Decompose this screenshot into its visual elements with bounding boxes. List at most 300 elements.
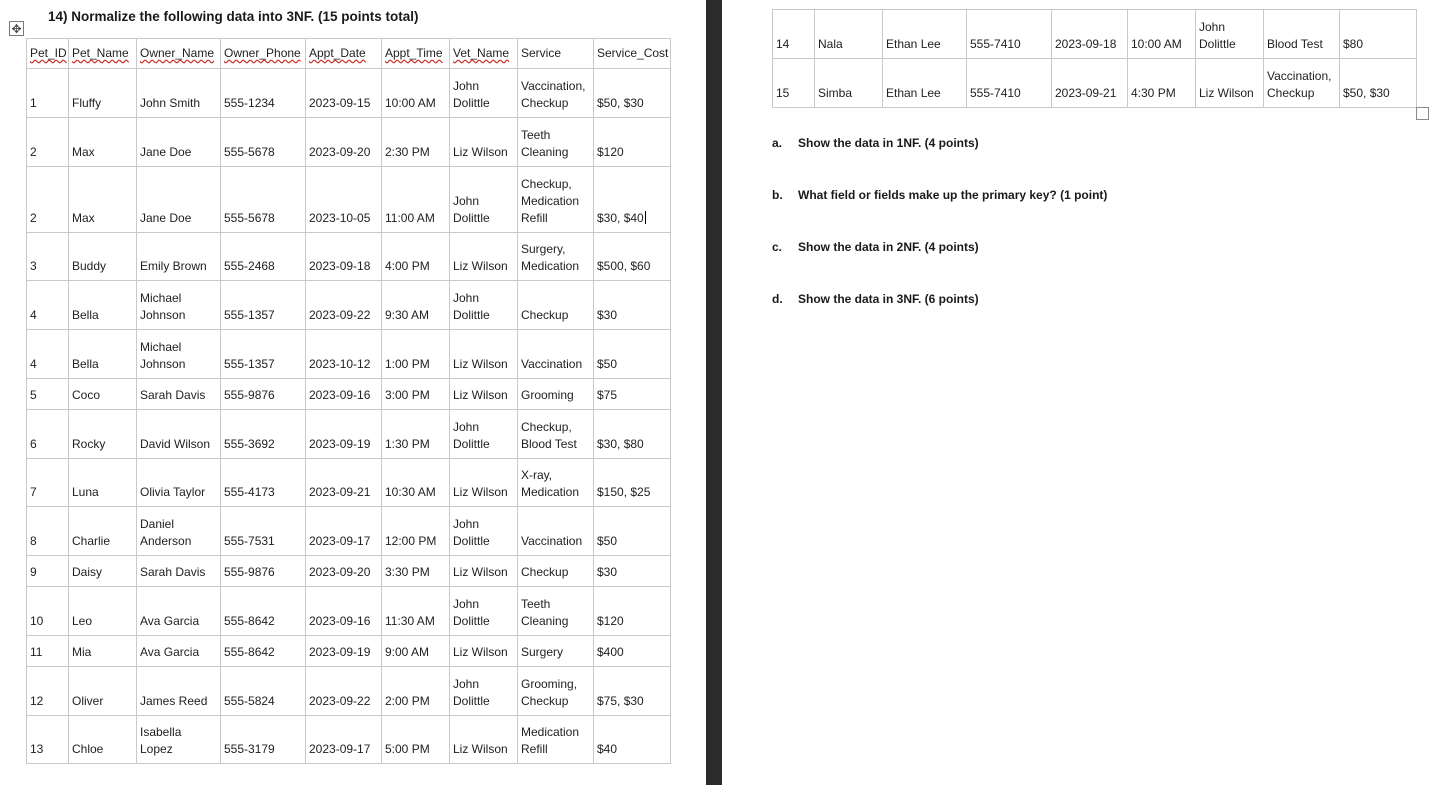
cell-text: Ethan Lee bbox=[886, 86, 941, 100]
cell-text: Olivia Taylor bbox=[140, 485, 206, 499]
cell-text: Medication bbox=[521, 259, 580, 273]
table-row bbox=[27, 233, 671, 281]
cell-appt-date[interactable] bbox=[1052, 10, 1128, 59]
cell-text: Jane Doe bbox=[140, 145, 192, 159]
cell-vet-name[interactable] bbox=[450, 410, 518, 459]
cell-text: Max bbox=[72, 211, 95, 225]
cell-text: 12:00 PM bbox=[385, 534, 437, 548]
cell-pet-name[interactable] bbox=[69, 556, 137, 587]
cell-text: David Wilson bbox=[140, 437, 211, 451]
cell-appt-time[interactable] bbox=[382, 587, 450, 636]
cell-owner-phone[interactable] bbox=[221, 459, 306, 507]
cell-text: $75, $30 bbox=[597, 694, 644, 708]
cell-text: $150, $25 bbox=[597, 485, 651, 499]
cell-text: $50, $30 bbox=[597, 96, 644, 110]
cell-owner-phone[interactable] bbox=[221, 281, 306, 330]
cell-text: 8 bbox=[30, 534, 37, 548]
cell-vet-name[interactable] bbox=[450, 281, 518, 330]
cell-owner-name[interactable] bbox=[137, 556, 221, 587]
subquestion-letter: c. bbox=[772, 240, 783, 254]
cell-service-cost[interactable] bbox=[594, 69, 671, 118]
cell-pet-id[interactable] bbox=[27, 459, 69, 507]
cell-text: 2023-09-20 bbox=[309, 565, 371, 579]
cell-service[interactable] bbox=[518, 459, 594, 507]
cell-text: Max bbox=[72, 145, 95, 159]
cell-text: $40 bbox=[597, 742, 618, 756]
cell-owner-name[interactable] bbox=[137, 118, 221, 167]
cell-appt-time[interactable] bbox=[382, 379, 450, 410]
cell-owner-name[interactable] bbox=[137, 667, 221, 716]
cell-owner-phone[interactable] bbox=[221, 379, 306, 410]
cell-text: Vaccination, bbox=[521, 79, 586, 93]
cell-text: 15 bbox=[776, 86, 790, 100]
cell-service-cost[interactable] bbox=[594, 636, 671, 667]
data-table-continued[interactable] bbox=[772, 9, 1417, 108]
cell-text: Dolittle bbox=[453, 534, 490, 548]
cell-text: Checkup bbox=[521, 694, 569, 708]
cell-text: Grooming bbox=[521, 388, 574, 402]
cell-pet-id[interactable] bbox=[773, 10, 815, 59]
cell-text: Bella bbox=[72, 357, 99, 371]
cell-appt-time[interactable] bbox=[382, 281, 450, 330]
cell-text: Sarah Davis bbox=[140, 565, 206, 579]
table-row bbox=[27, 716, 671, 764]
cell-text: 12 bbox=[30, 694, 44, 708]
cell-text: $120 bbox=[597, 614, 624, 628]
cell-appt-date[interactable] bbox=[306, 330, 382, 379]
cell-text: Dolittle bbox=[453, 308, 490, 322]
cell-owner-name[interactable] bbox=[883, 10, 967, 59]
cell-pet-name[interactable] bbox=[69, 167, 137, 233]
cell-text: Checkup, bbox=[521, 177, 572, 191]
cell-pet-name[interactable] bbox=[815, 59, 883, 108]
cell-service[interactable] bbox=[1264, 10, 1340, 59]
document-page-right[interactable] bbox=[722, 0, 1440, 785]
cell-owner-phone[interactable] bbox=[967, 59, 1052, 108]
cell-service[interactable] bbox=[518, 167, 594, 233]
cell-owner-phone[interactable] bbox=[221, 587, 306, 636]
cell-text: Teeth bbox=[521, 597, 551, 611]
cell-appt-date[interactable] bbox=[306, 233, 382, 281]
cell-service[interactable] bbox=[518, 716, 594, 764]
cell-text: Vaccination, bbox=[1267, 69, 1332, 83]
cell-pet-name[interactable] bbox=[69, 233, 137, 281]
cell-text: Oliver bbox=[72, 694, 104, 708]
cell-pet-id[interactable] bbox=[27, 410, 69, 459]
cell-owner-name[interactable] bbox=[137, 379, 221, 410]
cell-text: Liz Wilson bbox=[1199, 86, 1254, 100]
cell-text: 2023-09-19 bbox=[309, 437, 371, 451]
cell-appt-date[interactable] bbox=[306, 69, 382, 118]
cell-vet-name[interactable] bbox=[450, 667, 518, 716]
subquestion-d bbox=[772, 292, 979, 306]
cell-owner-name[interactable] bbox=[137, 716, 221, 764]
cell-vet-name[interactable] bbox=[450, 379, 518, 410]
cell-pet-name[interactable] bbox=[69, 281, 137, 330]
cell-service-cost[interactable] bbox=[594, 410, 671, 459]
cell-text: 555-7531 bbox=[224, 534, 275, 548]
header-owner-name[interactable]: Owner_Name bbox=[137, 39, 221, 69]
cell-service[interactable] bbox=[518, 636, 594, 667]
cell-owner-name[interactable] bbox=[137, 587, 221, 636]
cell-text: $30, $80 bbox=[597, 437, 644, 451]
cell-text: John bbox=[1199, 20, 1226, 34]
document-page-left[interactable] bbox=[0, 0, 706, 785]
cell-vet-name[interactable] bbox=[450, 459, 518, 507]
cell-text: 2023-09-18 bbox=[1055, 37, 1117, 51]
cell-text: John bbox=[453, 597, 480, 611]
cell-pet-name[interactable] bbox=[69, 330, 137, 379]
cell-text: Checkup bbox=[521, 308, 569, 322]
cell-pet-name[interactable] bbox=[69, 118, 137, 167]
cell-owner-phone[interactable] bbox=[221, 410, 306, 459]
cell-owner-name[interactable] bbox=[137, 459, 221, 507]
cell-text: 7 bbox=[30, 485, 37, 499]
cell-text: $50, $30 bbox=[1343, 86, 1390, 100]
cell-text: 555-3179 bbox=[224, 742, 275, 756]
cell-text: Liz Wilson bbox=[453, 645, 508, 659]
cell-pet-id[interactable] bbox=[27, 167, 69, 233]
cell-text: 9:00 AM bbox=[385, 645, 430, 659]
cell-vet-name[interactable] bbox=[1196, 59, 1264, 108]
cell-text: 555-3692 bbox=[224, 437, 275, 451]
cell-text: Sarah Davis bbox=[140, 388, 206, 402]
cell-vet-name[interactable] bbox=[450, 716, 518, 764]
text-cursor bbox=[645, 211, 646, 224]
header-owner-phone[interactable]: Owner_Phone bbox=[221, 39, 306, 69]
cell-text: Isabella Lopez bbox=[140, 725, 182, 756]
cell-text: $75 bbox=[597, 388, 618, 402]
cell-owner-phone[interactable] bbox=[221, 667, 306, 716]
cell-pet-name[interactable] bbox=[69, 379, 137, 410]
cell-text: 4:30 PM bbox=[1131, 86, 1176, 100]
header-service[interactable]: Service bbox=[518, 39, 594, 69]
cell-service-cost[interactable] bbox=[594, 556, 671, 587]
cell-text: Checkup bbox=[521, 96, 569, 110]
cell-pet-name[interactable] bbox=[69, 667, 137, 716]
cell-text: 2:30 PM bbox=[385, 145, 430, 159]
cell-service-cost[interactable] bbox=[594, 330, 671, 379]
cell-text: 555-5824 bbox=[224, 694, 275, 708]
cell-pet-id[interactable] bbox=[27, 233, 69, 281]
cell-appt-date[interactable] bbox=[306, 379, 382, 410]
table-row bbox=[27, 167, 671, 233]
cell-text: Refill bbox=[521, 742, 548, 756]
cell-text: Dolittle bbox=[453, 437, 490, 451]
cell-service[interactable] bbox=[518, 379, 594, 410]
cell-text: Liz Wilson bbox=[453, 357, 508, 371]
cell-text: Nala bbox=[818, 37, 843, 51]
cell-text: 555-1357 bbox=[224, 357, 275, 371]
cell-appt-time[interactable] bbox=[382, 667, 450, 716]
cell-appt-date[interactable] bbox=[306, 410, 382, 459]
header-service-cost[interactable]: Service_Cost bbox=[594, 39, 671, 69]
table-resize-handle-icon[interactable] bbox=[1416, 107, 1429, 120]
cell-vet-name[interactable] bbox=[450, 330, 518, 379]
cell-vet-name[interactable] bbox=[450, 69, 518, 118]
cell-service[interactable] bbox=[518, 118, 594, 167]
cell-service-cost[interactable] bbox=[594, 507, 671, 556]
cell-pet-id[interactable] bbox=[773, 59, 815, 108]
header-pet-id[interactable]: Pet_ID bbox=[27, 39, 69, 69]
cell-text: 555-9876 bbox=[224, 565, 275, 579]
cell-text: 1 bbox=[30, 96, 37, 110]
cell-pet-id[interactable] bbox=[27, 556, 69, 587]
cell-text: 14 bbox=[776, 37, 790, 51]
table-row bbox=[27, 459, 671, 507]
cell-text: 6 bbox=[30, 437, 37, 451]
cell-text: Medication bbox=[521, 725, 580, 739]
cell-appt-time[interactable] bbox=[382, 233, 450, 281]
cell-text: $50 bbox=[597, 357, 618, 371]
cell-text: John bbox=[453, 194, 480, 208]
cell-owner-phone[interactable] bbox=[221, 716, 306, 764]
cell-owner-name[interactable] bbox=[137, 636, 221, 667]
cell-vet-name[interactable] bbox=[450, 167, 518, 233]
table-row bbox=[27, 587, 671, 636]
cell-pet-name[interactable] bbox=[69, 716, 137, 764]
cell-appt-time[interactable] bbox=[382, 507, 450, 556]
cell-text: Blood Test bbox=[1267, 37, 1323, 51]
cell-appt-time[interactable] bbox=[382, 167, 450, 233]
cell-owner-name[interactable] bbox=[137, 69, 221, 118]
cell-text: Johnson bbox=[140, 308, 186, 322]
cell-text: $400 bbox=[597, 645, 624, 659]
table-row bbox=[27, 507, 671, 556]
cell-owner-phone[interactable] bbox=[221, 330, 306, 379]
cell-text: Liz Wilson bbox=[453, 485, 508, 499]
cell-service-cost[interactable] bbox=[594, 716, 671, 764]
table-row bbox=[27, 69, 671, 118]
cell-owner-phone[interactable] bbox=[221, 233, 306, 281]
cell-service[interactable] bbox=[518, 507, 594, 556]
cell-text: Coco bbox=[72, 388, 101, 402]
cell-vet-name[interactable] bbox=[450, 118, 518, 167]
cell-pet-id[interactable] bbox=[27, 281, 69, 330]
cell-text: 2023-09-15 bbox=[309, 96, 371, 110]
cell-appt-time[interactable] bbox=[382, 459, 450, 507]
cell-text: Dolittle bbox=[453, 614, 490, 628]
cell-appt-date[interactable] bbox=[306, 167, 382, 233]
header-pet-name[interactable]: Pet_Name bbox=[69, 39, 137, 69]
cell-text: Vaccination bbox=[521, 534, 583, 548]
cell-owner-name[interactable] bbox=[137, 410, 221, 459]
cell-text: Fluffy bbox=[72, 96, 102, 110]
cell-owner-name[interactable] bbox=[137, 330, 221, 379]
cell-appt-time[interactable] bbox=[382, 636, 450, 667]
cell-appt-date[interactable] bbox=[306, 667, 382, 716]
cell-service[interactable] bbox=[518, 556, 594, 587]
cell-appt-date[interactable] bbox=[306, 118, 382, 167]
cell-service-cost[interactable] bbox=[594, 379, 671, 410]
cell-service[interactable] bbox=[518, 667, 594, 716]
cell-service-cost[interactable] bbox=[594, 118, 671, 167]
cell-pet-id[interactable] bbox=[27, 69, 69, 118]
cell-appt-date[interactable] bbox=[306, 636, 382, 667]
page-gutter bbox=[706, 0, 722, 785]
cell-text: 13 bbox=[30, 742, 44, 756]
cell-pet-name[interactable] bbox=[815, 10, 883, 59]
cell-service-cost[interactable] bbox=[1340, 10, 1417, 59]
cell-service-cost[interactable] bbox=[594, 667, 671, 716]
cell-text: $50 bbox=[597, 534, 618, 548]
cell-pet-id[interactable] bbox=[27, 716, 69, 764]
cell-owner-phone[interactable] bbox=[221, 636, 306, 667]
table-row bbox=[27, 379, 671, 410]
header-row bbox=[27, 39, 671, 69]
data-table[interactable] bbox=[26, 38, 671, 764]
cell-pet-name[interactable] bbox=[69, 507, 137, 556]
cell-text: Anderson bbox=[140, 534, 192, 548]
cell-appt-date[interactable] bbox=[306, 459, 382, 507]
cell-text: 10 bbox=[30, 614, 44, 628]
cell-owner-name[interactable] bbox=[137, 281, 221, 330]
cell-pet-id[interactable] bbox=[27, 636, 69, 667]
cell-service-cost[interactable] bbox=[594, 459, 671, 507]
cell-pet-id[interactable] bbox=[27, 330, 69, 379]
cell-owner-name[interactable] bbox=[883, 59, 967, 108]
cell-text: Luna bbox=[72, 485, 99, 499]
header-appt-time[interactable]: Appt_Time bbox=[382, 39, 450, 69]
cell-appt-date[interactable] bbox=[306, 556, 382, 587]
cell-text: 555-1357 bbox=[224, 308, 275, 322]
cell-text: 1:00 PM bbox=[385, 357, 430, 371]
cell-owner-phone[interactable] bbox=[221, 507, 306, 556]
cell-pet-name[interactable] bbox=[69, 636, 137, 667]
subquestion-letter: b. bbox=[772, 188, 783, 202]
cell-text: Buddy bbox=[72, 259, 107, 273]
cell-owner-phone[interactable] bbox=[221, 556, 306, 587]
cell-appt-time[interactable] bbox=[382, 330, 450, 379]
cell-pet-id[interactable] bbox=[27, 379, 69, 410]
cell-text: John bbox=[453, 677, 480, 691]
cell-vet-name[interactable] bbox=[450, 233, 518, 281]
cell-service[interactable] bbox=[518, 281, 594, 330]
cell-service-cost[interactable] bbox=[594, 167, 671, 233]
subquestion-b bbox=[772, 188, 1107, 202]
table-row bbox=[27, 636, 671, 667]
table-move-handle-icon[interactable]: ✥ bbox=[9, 21, 24, 36]
cell-text: $120 bbox=[597, 145, 624, 159]
cell-pet-name[interactable] bbox=[69, 459, 137, 507]
cell-appt-date[interactable] bbox=[1052, 59, 1128, 108]
cell-vet-name[interactable] bbox=[450, 587, 518, 636]
cell-text: 5:00 PM bbox=[385, 742, 430, 756]
cell-pet-name[interactable] bbox=[69, 69, 137, 118]
cell-appt-time[interactable] bbox=[1128, 10, 1196, 59]
question-title: 14) Normalize the following data into 3NF. (15 points total) bbox=[48, 9, 419, 24]
cell-appt-time[interactable] bbox=[382, 410, 450, 459]
cell-vet-name[interactable] bbox=[1196, 10, 1264, 59]
cell-owner-name[interactable] bbox=[137, 167, 221, 233]
cell-appt-date[interactable] bbox=[306, 281, 382, 330]
cell-appt-time[interactable] bbox=[382, 556, 450, 587]
cell-service[interactable] bbox=[518, 69, 594, 118]
cell-text: Emily Brown bbox=[140, 259, 207, 273]
cell-text: Michael bbox=[140, 340, 182, 354]
subquestion-text: Show the data in 2NF. (4 points) bbox=[798, 240, 979, 254]
cell-text: $80 bbox=[1343, 37, 1364, 51]
cell-service-cost[interactable] bbox=[1340, 59, 1417, 108]
cell-text: Ava Garcia bbox=[140, 614, 200, 628]
table-row bbox=[27, 667, 671, 716]
cell-service[interactable] bbox=[518, 330, 594, 379]
cell-pet-name[interactable] bbox=[69, 587, 137, 636]
cell-pet-id[interactable] bbox=[27, 118, 69, 167]
cell-text: Teeth bbox=[521, 128, 551, 142]
cell-service-cost[interactable] bbox=[594, 587, 671, 636]
table-row bbox=[773, 10, 1417, 59]
cell-text: Dolittle bbox=[1199, 37, 1236, 51]
cell-text: X-ray, bbox=[521, 468, 553, 482]
cell-appt-date[interactable] bbox=[306, 587, 382, 636]
cell-text: Mia bbox=[72, 645, 92, 659]
cell-service[interactable] bbox=[518, 233, 594, 281]
cell-service[interactable] bbox=[1264, 59, 1340, 108]
cell-pet-id[interactable] bbox=[27, 587, 69, 636]
cell-text: 2023-09-21 bbox=[309, 485, 371, 499]
cell-text: Dolittle bbox=[453, 694, 490, 708]
cell-text: 5 bbox=[30, 388, 37, 402]
cell-appt-time[interactable] bbox=[1128, 59, 1196, 108]
cell-pet-id[interactable] bbox=[27, 667, 69, 716]
cell-text: James Reed bbox=[140, 694, 208, 708]
cell-text: Blood Test bbox=[521, 437, 577, 451]
cell-text: Surgery, bbox=[521, 242, 566, 256]
cell-vet-name[interactable] bbox=[450, 556, 518, 587]
cell-pet-name[interactable] bbox=[69, 410, 137, 459]
subquestion-text: What field or fields make up the primary key? (1 point) bbox=[798, 188, 1108, 202]
cell-service-cost[interactable] bbox=[594, 281, 671, 330]
header-vet-name[interactable]: Vet_Name bbox=[450, 39, 518, 69]
cell-appt-time[interactable] bbox=[382, 118, 450, 167]
cell-text: 9:30 AM bbox=[385, 308, 430, 322]
cell-vet-name[interactable] bbox=[450, 507, 518, 556]
cell-service[interactable] bbox=[518, 587, 594, 636]
cell-text: Vaccination bbox=[521, 357, 583, 371]
cell-text: Liz Wilson bbox=[453, 565, 508, 579]
cell-text: Jane Doe bbox=[140, 211, 192, 225]
cell-text: 555-2468 bbox=[224, 259, 275, 273]
cell-text: Bella bbox=[72, 308, 99, 322]
header-appt-date[interactable]: Appt_Date bbox=[306, 39, 382, 69]
cell-appt-date[interactable] bbox=[306, 716, 382, 764]
cell-owner-name[interactable] bbox=[137, 233, 221, 281]
cell-text: John bbox=[453, 291, 480, 305]
cell-text: 2023-09-22 bbox=[309, 308, 371, 322]
cell-owner-phone[interactable] bbox=[221, 167, 306, 233]
cell-text: Cleaning bbox=[521, 145, 569, 159]
cell-owner-phone[interactable] bbox=[221, 69, 306, 118]
cell-text: Johnson bbox=[140, 357, 186, 371]
cell-text: Rocky bbox=[72, 437, 106, 451]
cell-vet-name[interactable] bbox=[450, 636, 518, 667]
cell-owner-phone[interactable] bbox=[967, 10, 1052, 59]
cell-text: 11 bbox=[30, 645, 43, 659]
cell-appt-time[interactable] bbox=[382, 69, 450, 118]
cell-owner-name[interactable] bbox=[137, 507, 221, 556]
cell-text: 2023-09-21 bbox=[1055, 86, 1117, 100]
cell-service-cost[interactable] bbox=[594, 233, 671, 281]
cell-text: Liz Wilson bbox=[453, 742, 508, 756]
cell-pet-id[interactable] bbox=[27, 507, 69, 556]
cell-appt-date[interactable] bbox=[306, 507, 382, 556]
cell-owner-phone[interactable] bbox=[221, 118, 306, 167]
cell-text: Checkup bbox=[521, 565, 569, 579]
cell-appt-time[interactable] bbox=[382, 716, 450, 764]
table-row bbox=[27, 281, 671, 330]
cell-service[interactable] bbox=[518, 410, 594, 459]
